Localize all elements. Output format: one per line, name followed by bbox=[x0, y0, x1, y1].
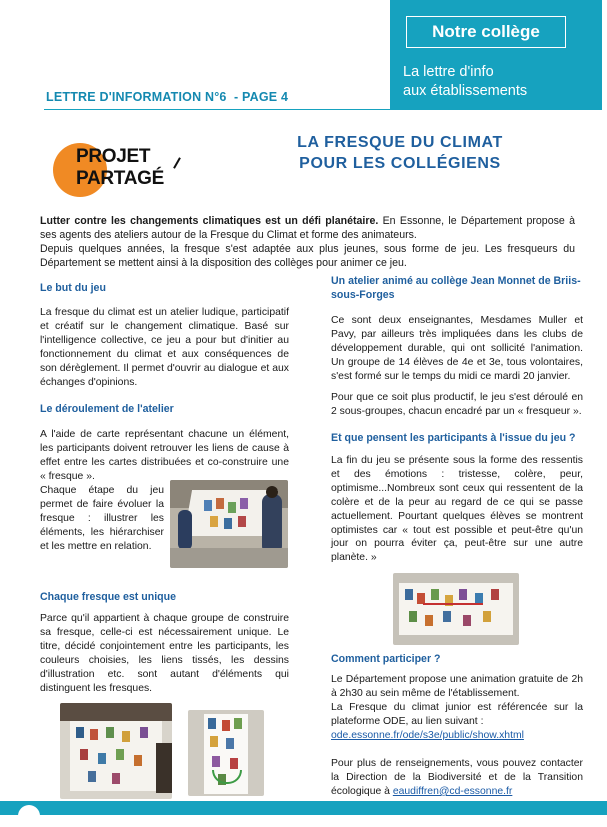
contact-text: Pour plus de renseignements, vous pouvez contacter la Direction de la Biodiversité et de la Transition écologique à bbox=[331, 758, 583, 797]
issue-number: LETTRE D'INFORMATION N°6 bbox=[46, 90, 227, 104]
paragraph-etapes: Chaque étape du jeu permet de faire évoluer la fresque : illustrer les éléments, les hiérarchiser et les mettre en relation. bbox=[40, 485, 164, 552]
footer-bar bbox=[0, 801, 607, 815]
heading-avis-participants: Et que pensent les participants à l'issue du jeu ? bbox=[331, 432, 576, 444]
paragraph-deroulement: A l'aide de carte représentant chacune un élément, les participants doivent retrouver les liens de cause à effet entre les cartes distribuées et co-construire une « fresque ». bbox=[40, 429, 289, 482]
paragraph-contact bbox=[331, 757, 583, 799]
paragraph-atelier-college: Ce sont deux enseignantes, Mesdames Muller et Pavy, par ailleurs très impliquées dans les clubs de développement durable, qui ont sollicité l'animation. Un groupe de 14 élèves de 4e et 3e, tous volontaires, s'est formé sur le temps du midi ce mardi 20 janvier. bbox=[331, 315, 583, 382]
intro-rest: En Essonne, le Département propose à ses agents des ateliers autour de la Fresque du Climat et forme des animateurs. bbox=[40, 215, 575, 241]
intro-lead: Lutter contre les changements climatiques est un défi planétaire. bbox=[40, 215, 379, 227]
heading-atelier-college: Un atelier animé au collège Jean Monnet de Briis-sous-Forges bbox=[331, 275, 581, 301]
heading-fresque-unique: Chaque fresque est unique bbox=[40, 591, 176, 603]
heading-comment-participer: Comment participer ? bbox=[331, 653, 441, 665]
header-subtitle-line1: La lettre d'info bbox=[403, 64, 494, 80]
article-title-line1: LA FRESQUE DU CLIMAT bbox=[297, 134, 503, 151]
badge-accent-mark bbox=[173, 157, 181, 168]
badge-line2: PARTAGÉ bbox=[76, 168, 164, 189]
workshop-photo-4 bbox=[393, 573, 519, 645]
intro-paragraph-2: Depuis quelques années, la fresque s'est adaptée aux plus jeunes, sous forme de jeu. Les fresqueurs du Département se mettent ainsi à la disposition des collèges pour animer ce jeu. bbox=[40, 243, 575, 269]
department-logo-icon bbox=[18, 805, 40, 827]
paragraph-fresque-unique: Parce qu'il appartient à chaque groupe de construire sa fresque, celle-ci est nécessairement unique. Le titre, décidé conjointement entre les participants, les couleurs choisies, les liens tissés, les dessins d'illustration etc. sont autant d'éléments qui distinguent les fresques. bbox=[40, 613, 289, 694]
heading-deroulement: Le déroulement de l'atelier bbox=[40, 403, 174, 415]
paragraph-avis-participants: La fin du jeu se présente sous la forme des ressentis et des émotions : tristesse, colère, peur, optimisme...Nombreux sont ceux qui ressentent de la colère et de la peur au regard de ce qui se passe actuellement. Pourtant quelques élèves se montrent optimistes car « tout est possible et peut-être qu'un jour on pourra éviter ça, peut-être sur une autre planète. » bbox=[331, 455, 583, 564]
workshop-photo-1 bbox=[170, 480, 288, 568]
workshop-photo-3 bbox=[188, 710, 264, 796]
ode-link[interactable]: ode.essonne.fr/ode/s3e/public/show.xhtml bbox=[331, 730, 524, 741]
workshop-photo-2 bbox=[60, 703, 172, 799]
page-number: - PAGE 4 bbox=[233, 90, 289, 104]
intro-paragraph bbox=[40, 214, 575, 242]
contact-email-link[interactable]: eaudiffren@cd-essonne.fr bbox=[392, 785, 513, 797]
header-subtitle-line2: aux établissements bbox=[403, 83, 528, 99]
paragraph-plateforme-ode: La Fresque du climat junior est référencée sur la plateforme ODE, au lien suivant : bbox=[331, 702, 583, 727]
paragraph-animation-gratuite: Le Département propose une animation gratuite de 2h à 2h30 au sein même de l'établissement. bbox=[331, 674, 583, 699]
article-title-line2: POUR LES COLLÉGIENS bbox=[299, 155, 501, 172]
issue-line bbox=[46, 90, 288, 104]
badge-line1: PROJET bbox=[76, 146, 151, 167]
paragraph-but-du-jeu: La fresque du climat est un atelier ludique, participatif et créatif sur le changement climatique. Basé sur l'intelligence collective, ce jeu a pour but d'initier au fonctionnement du climat et aux conséquences de son dérèglement. Il permet d'ouvrir au dialogue et aux échanges d'opinions. bbox=[40, 307, 289, 388]
heading-but-du-jeu: Le but du jeu bbox=[40, 282, 106, 294]
paragraph-sous-groupes: Pour que ce soit plus productif, le jeu s'est déroulé en 2 sous-groupes, chacun encadré par un « fresqueur ». bbox=[331, 392, 583, 417]
header-divider bbox=[44, 109, 390, 110]
brand-title: Notre collège bbox=[406, 16, 566, 48]
